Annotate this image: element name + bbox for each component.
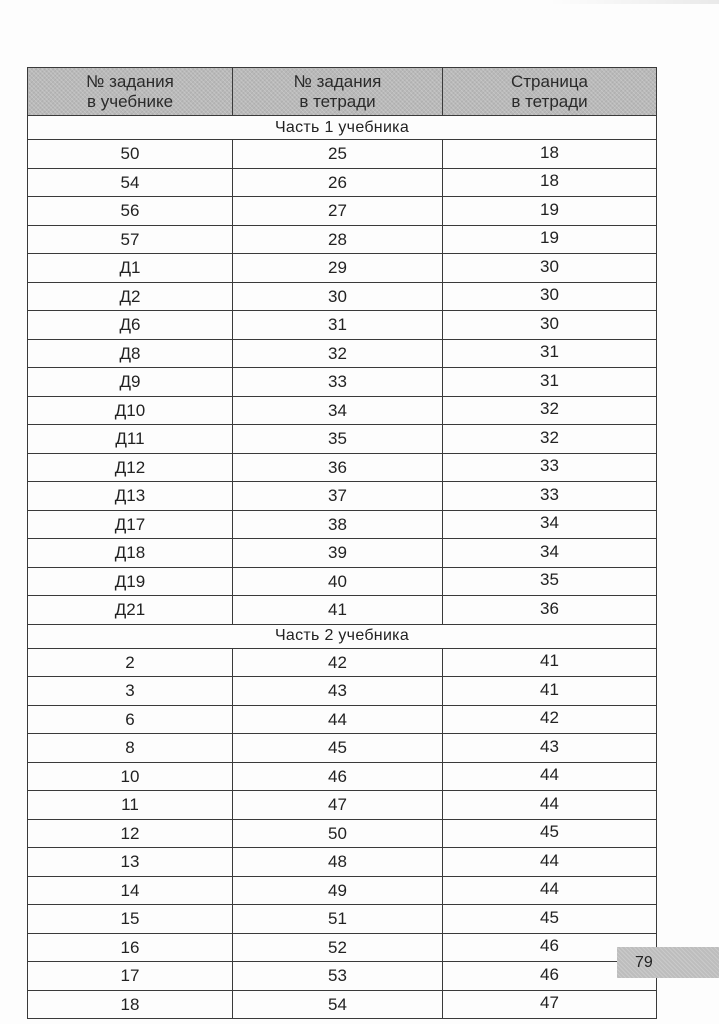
table-row (28, 396, 657, 425)
cell-workbook-task: 30 (233, 282, 443, 311)
section-row (28, 624, 657, 648)
table-row (28, 762, 657, 791)
cell-workbook-page: 46 (443, 962, 657, 991)
table-row (28, 962, 657, 991)
table-row (28, 453, 657, 482)
section-row (28, 116, 657, 140)
table-row (28, 876, 657, 905)
cell-textbook-task: Д2 (28, 282, 233, 311)
cell-textbook-task: 50 (28, 140, 233, 169)
cell-workbook-page: 35 (443, 567, 657, 596)
cell-workbook-task: 50 (233, 819, 443, 848)
header-textbook-task (28, 68, 233, 116)
page-number: 79 (617, 947, 719, 978)
cell-workbook-page: 41 (443, 677, 657, 706)
cell-workbook-page: 45 (443, 905, 657, 934)
cell-workbook-page: 46 (443, 933, 657, 962)
cell-workbook-task: 31 (233, 311, 443, 340)
cell-textbook-task: Д13 (28, 482, 233, 511)
cell-textbook-task: 11 (28, 791, 233, 820)
cell-textbook-task: 2 (28, 648, 233, 677)
section-title: Часть 2 учебника (28, 624, 657, 648)
cell-workbook-page: 18 (443, 140, 657, 169)
table-row (28, 254, 657, 283)
cell-textbook-task: 14 (28, 876, 233, 905)
cell-workbook-task: 48 (233, 848, 443, 877)
cell-workbook-page: 44 (443, 791, 657, 820)
section-title: Часть 1 учебника (28, 116, 657, 140)
header-workbook-task (233, 68, 443, 116)
cell-workbook-page: 41 (443, 648, 657, 677)
cell-workbook-page: 44 (443, 848, 657, 877)
cell-workbook-task: 28 (233, 225, 443, 254)
cell-workbook-page: 34 (443, 539, 657, 568)
cell-workbook-task: 54 (233, 990, 443, 1019)
cell-textbook-task: 3 (28, 677, 233, 706)
cell-workbook-task: 27 (233, 197, 443, 226)
cell-workbook-task: 46 (233, 762, 443, 791)
cell-workbook-task: 32 (233, 339, 443, 368)
cell-workbook-task: 52 (233, 933, 443, 962)
cell-workbook-page: 44 (443, 762, 657, 791)
cell-textbook-task: Д8 (28, 339, 233, 368)
header-line: № задания (293, 71, 382, 91)
table-header-row (28, 68, 657, 116)
table-row (28, 168, 657, 197)
cell-textbook-task: 12 (28, 819, 233, 848)
header-line: в тетради (511, 91, 588, 111)
cell-textbook-task: Д1 (28, 254, 233, 283)
cell-textbook-task: Д12 (28, 453, 233, 482)
scan-edge-mark (548, 0, 719, 4)
table-row (28, 648, 657, 677)
table-row (28, 425, 657, 454)
cell-workbook-task: 39 (233, 539, 443, 568)
table-row (28, 734, 657, 763)
cell-workbook-page: 30 (443, 282, 657, 311)
cell-textbook-task: Д19 (28, 567, 233, 596)
cell-workbook-page: 18 (443, 168, 657, 197)
cell-workbook-page: 31 (443, 368, 657, 397)
cell-workbook-task: 26 (233, 168, 443, 197)
cell-workbook-page: 33 (443, 453, 657, 482)
cell-workbook-page: 36 (443, 596, 657, 625)
cell-workbook-task: 45 (233, 734, 443, 763)
cell-workbook-task: 42 (233, 648, 443, 677)
cell-workbook-page: 30 (443, 311, 657, 340)
cell-workbook-task: 51 (233, 905, 443, 934)
table-row (28, 677, 657, 706)
cell-workbook-task: 35 (233, 425, 443, 454)
cell-textbook-task: Д11 (28, 425, 233, 454)
cell-textbook-task: 15 (28, 905, 233, 934)
cell-workbook-task: 43 (233, 677, 443, 706)
cell-workbook-task: 44 (233, 705, 443, 734)
table-row (28, 596, 657, 625)
cell-workbook-task: 25 (233, 140, 443, 169)
cell-textbook-task: Д9 (28, 368, 233, 397)
cell-workbook-page: 31 (443, 339, 657, 368)
table-row (28, 482, 657, 511)
table-row (28, 311, 657, 340)
header-line: в учебнике (86, 91, 174, 111)
header-workbook-page (443, 68, 657, 116)
cell-textbook-task: 10 (28, 762, 233, 791)
cell-workbook-page: 32 (443, 396, 657, 425)
table-row (28, 282, 657, 311)
cell-workbook-page: 34 (443, 510, 657, 539)
cell-workbook-page: 19 (443, 225, 657, 254)
table-row (28, 933, 657, 962)
table-row (28, 990, 657, 1019)
table-row (28, 197, 657, 226)
cell-workbook-page: 19 (443, 197, 657, 226)
cell-workbook-task: 38 (233, 510, 443, 539)
cell-workbook-page: 43 (443, 734, 657, 763)
cell-workbook-page: 42 (443, 705, 657, 734)
cell-textbook-task: Д6 (28, 311, 233, 340)
cell-textbook-task: 57 (28, 225, 233, 254)
cell-workbook-page: 33 (443, 482, 657, 511)
table-row (28, 225, 657, 254)
cell-workbook-task: 40 (233, 567, 443, 596)
cell-workbook-task: 36 (233, 453, 443, 482)
cell-textbook-task: 13 (28, 848, 233, 877)
cell-workbook-task: 34 (233, 396, 443, 425)
cell-workbook-task: 29 (233, 254, 443, 283)
table-row (28, 905, 657, 934)
cell-workbook-page: 44 (443, 876, 657, 905)
cell-textbook-task: Д10 (28, 396, 233, 425)
cell-workbook-task: 33 (233, 368, 443, 397)
table-row (28, 791, 657, 820)
cell-textbook-task: 17 (28, 962, 233, 991)
cell-textbook-task: Д18 (28, 539, 233, 568)
table-row (28, 819, 657, 848)
table-row (28, 339, 657, 368)
cell-textbook-task: 8 (28, 734, 233, 763)
table-row (28, 368, 657, 397)
cell-workbook-page: 47 (443, 990, 657, 1019)
cell-workbook-task: 53 (233, 962, 443, 991)
task-reference-table (27, 67, 657, 1019)
table-row (28, 510, 657, 539)
cell-workbook-task: 47 (233, 791, 443, 820)
cell-textbook-task: Д21 (28, 596, 233, 625)
table-row (28, 567, 657, 596)
cell-workbook-page: 32 (443, 425, 657, 454)
cell-textbook-task: 18 (28, 990, 233, 1019)
cell-workbook-task: 37 (233, 482, 443, 511)
cell-workbook-page: 30 (443, 254, 657, 283)
cell-textbook-task: Д17 (28, 510, 233, 539)
cell-textbook-task: 6 (28, 705, 233, 734)
cell-workbook-page: 45 (443, 819, 657, 848)
cell-textbook-task: 54 (28, 168, 233, 197)
header-line: № задания (86, 71, 174, 91)
cell-workbook-task: 41 (233, 596, 443, 625)
table-body (28, 116, 657, 1019)
table-row (28, 140, 657, 169)
header-line: Страница (510, 71, 589, 91)
cell-workbook-task: 49 (233, 876, 443, 905)
table-row (28, 848, 657, 877)
cell-textbook-task: 16 (28, 933, 233, 962)
table-row (28, 539, 657, 568)
table-row (28, 705, 657, 734)
header-line: в тетради (299, 91, 376, 111)
cell-textbook-task: 56 (28, 197, 233, 226)
